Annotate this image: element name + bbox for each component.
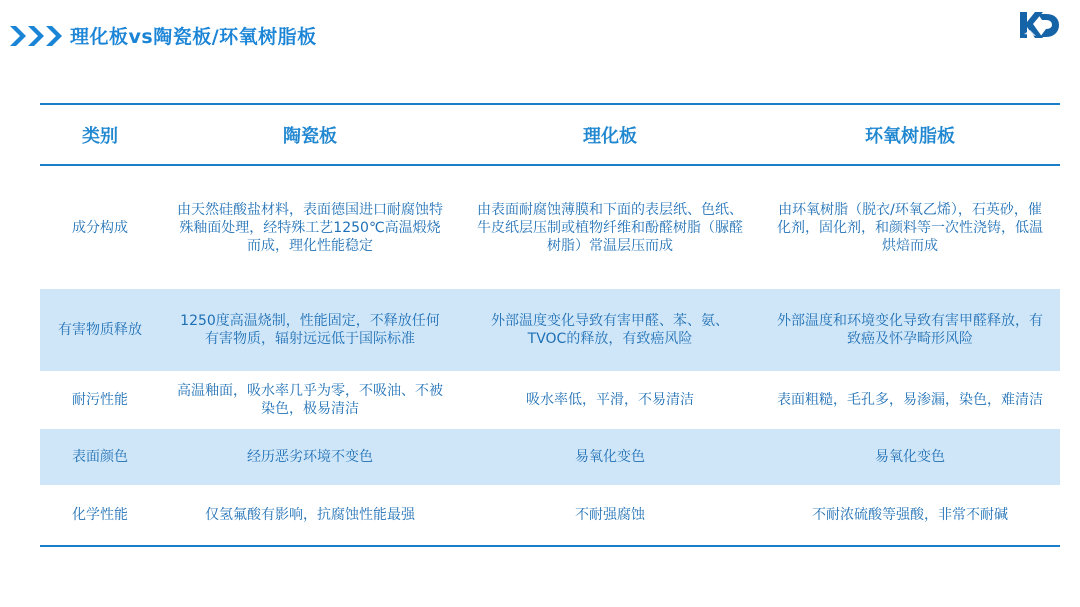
table-row xyxy=(40,289,1060,371)
table-header-row xyxy=(40,104,1060,165)
cell-ceramic: 由天然硅酸盐材料，表面德国进口耐腐蚀特殊釉面处理，经特殊工艺1250℃高温煅烧而成，理化性能稳定 xyxy=(177,201,443,254)
cell-epoxy: 表面粗糙，毛孔多，易渗漏，染色，难清洁 xyxy=(777,392,1043,408)
table-row xyxy=(40,371,1060,429)
cell-physchem: 不耐强腐蚀 xyxy=(575,507,645,523)
cell-epoxy: 不耐浓硫酸等强酸，非常不耐碱 xyxy=(812,507,1008,523)
cell-physchem: 易氧化变色 xyxy=(575,449,645,465)
cell-ceramic: 高温釉面，吸水率几乎为零，不吸油、不被染色，极易清洁 xyxy=(177,383,443,417)
slide-header xyxy=(8,22,317,49)
table-row xyxy=(40,429,1060,485)
row-category: 化学性能 xyxy=(72,507,128,523)
column-header-epoxy: 环氧树脂板 xyxy=(865,125,955,147)
column-header-ceramic: 陶瓷板 xyxy=(283,125,337,147)
cell-ceramic: 1250度高温烧制，性能固定，不释放任何有害物质，辐射远远低于国际标准 xyxy=(180,313,440,347)
triple-chevron-right-icon xyxy=(8,23,62,49)
cell-physchem: 由表面耐腐蚀薄膜和下面的表层纸、色纸、牛皮纸层压制或植物纤维和酚醛树脂（脲醛树脂）常温层压而成 xyxy=(477,201,743,254)
cell-ceramic: 仅氢氟酸有影响，抗腐蚀性能最强 xyxy=(205,507,415,523)
column-header-category: 类别 xyxy=(82,125,118,147)
cell-epoxy: 易氧化变色 xyxy=(875,449,945,465)
row-category: 表面颜色 xyxy=(72,449,128,465)
cell-physchem: 外部温度变化导致有害甲醛、苯、氨、TVOC的释放，有致癌风险 xyxy=(491,313,729,347)
cell-ceramic: 经历恶劣环境不变色 xyxy=(247,449,373,465)
row-category: 有害物质释放 xyxy=(58,322,142,338)
row-category: 耐污性能 xyxy=(72,392,128,408)
cell-physchem: 吸水率低，平滑，不易清洁 xyxy=(526,392,694,408)
kd-logo-icon xyxy=(1018,10,1060,40)
page-title: 理化板vs陶瓷板/环氧树脂板 xyxy=(70,26,317,48)
table-row xyxy=(40,165,1060,289)
row-category: 成分构成 xyxy=(72,219,128,236)
table-row xyxy=(40,485,1060,546)
column-header-physchem: 理化板 xyxy=(583,125,637,147)
cell-epoxy: 由环氧树脂（脱衣/环氧乙烯），石英砂，催化剂，固化剂，和颜料等一次性浇铸，低温烘焙而成 xyxy=(777,201,1043,254)
cell-epoxy: 外部温度和环境变化导致有害甲醛释放，有致癌及怀孕畸形风险 xyxy=(777,313,1043,347)
comparison-table xyxy=(40,103,1060,547)
